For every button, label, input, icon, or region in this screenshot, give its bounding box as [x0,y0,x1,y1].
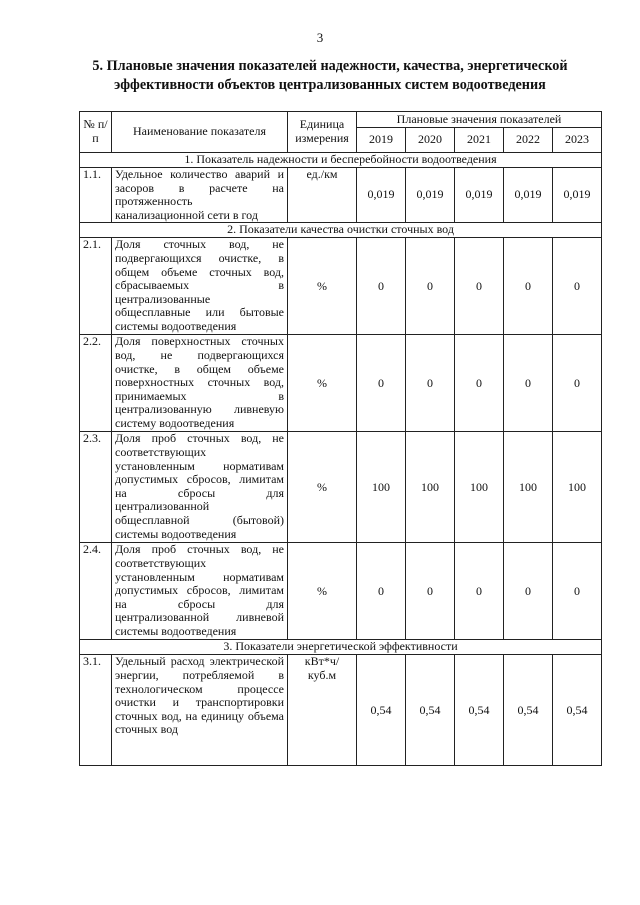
row-value: 0,54 [455,655,504,766]
header-unit: Единица измерения [288,112,357,153]
row-value: 0 [553,238,602,335]
row-value: 0 [504,335,553,432]
row-num: 3.1. [80,655,112,766]
row-value: 0 [553,335,602,432]
table-row [80,432,602,543]
row-unit: % [288,543,357,640]
row-value: 0,54 [553,655,602,766]
row-num: 2.2. [80,335,112,432]
row-value: 0 [455,543,504,640]
header-year: 2023 [553,128,602,153]
row-name: Удельный расход электрической энергии, потребляемой в технологическом процессе очистки и транспортировки сточных вод, на единицу объема сточных вод [112,655,288,766]
row-value: 0,019 [455,168,504,223]
table-row [80,238,602,335]
row-unit: % [288,432,357,543]
row-value: 0,54 [357,655,406,766]
row-value: 0,54 [406,655,455,766]
row-num: 1.1. [80,168,112,223]
row-value: 100 [455,432,504,543]
row-name: Удельное количество аварий и засоров в расчете на протяженность канализационной сети в год [112,168,288,223]
page-number: 3 [316,30,324,45]
header-planned: Плановые значения показателей [357,112,602,128]
table-row [80,335,602,432]
header-year: 2021 [455,128,504,153]
row-unit: % [288,238,357,335]
section-row [80,640,602,655]
header-num: № п/п [80,112,112,153]
section-row [80,153,602,168]
section-title: 1. Показатель надежности и бесперебойности водоотведения [80,153,602,168]
header-name: Наименование показателя [112,112,288,153]
row-value: 0 [357,238,406,335]
section-title: 3. Показатели энергетической эффективности [80,640,602,655]
header-year: 2020 [406,128,455,153]
title-line-2: эффективности объектов централизованных систем водоотведения [114,77,546,93]
table-row [80,168,602,223]
row-value: 0,019 [357,168,406,223]
row-value: 0 [406,543,455,640]
header-year: 2019 [357,128,406,153]
row-unit: ед./км [288,168,357,223]
row-value: 0,019 [553,168,602,223]
section-title: 2. Показатели качества очистки сточных вод [80,223,602,238]
row-name: Доля поверхностных сточных вод, не подвергающихся очистке, в общем объеме поверхностных сточных вод, принимаемых в централизованную ливневую систему водоотведения [112,335,288,432]
row-name: Доля проб сточных вод, не соответствующих установленным нормативам допустимых сбросов, лимитам на сбросы для централизованной общесплавной (бытовой) системы водоотведения [112,432,288,543]
section-row [80,223,602,238]
table-row [80,543,602,640]
row-value: 0 [455,335,504,432]
row-value: 0,54 [504,655,553,766]
row-value: 0 [357,543,406,640]
row-num: 2.4. [80,543,112,640]
table-row [80,655,602,766]
header-year: 2022 [504,128,553,153]
row-num: 2.3. [80,432,112,543]
row-unit: % [288,335,357,432]
indicators-table [79,111,602,766]
document-title [60,57,600,95]
header-row-1 [80,112,602,128]
row-value: 0 [406,335,455,432]
row-value: 0 [504,238,553,335]
row-value: 0 [455,238,504,335]
row-value: 0,019 [406,168,455,223]
row-name: Доля сточных вод, не подвергающихся очистке, в общем объеме сточных вод, сбрасываемых в централизованные общесплавные или бытовые системы водоотведения [112,238,288,335]
row-value: 0 [504,543,553,640]
row-name: Доля проб сточных вод, не соответствующих установленным нормативам допустимых сбросов, лимитам на сбросы для централизованной ливневой системы водоотведения [112,543,288,640]
row-value: 100 [406,432,455,543]
row-value: 0,019 [504,168,553,223]
row-value: 100 [357,432,406,543]
row-num: 2.1. [80,238,112,335]
row-value: 100 [553,432,602,543]
row-value: 0 [406,238,455,335]
row-value: 0 [357,335,406,432]
row-unit: кВт*ч/ куб.м [288,655,357,766]
title-line-1: 5. Плановые значения показателей надежности, качества, энергетической [92,58,568,74]
row-value: 0 [553,543,602,640]
row-value: 100 [504,432,553,543]
